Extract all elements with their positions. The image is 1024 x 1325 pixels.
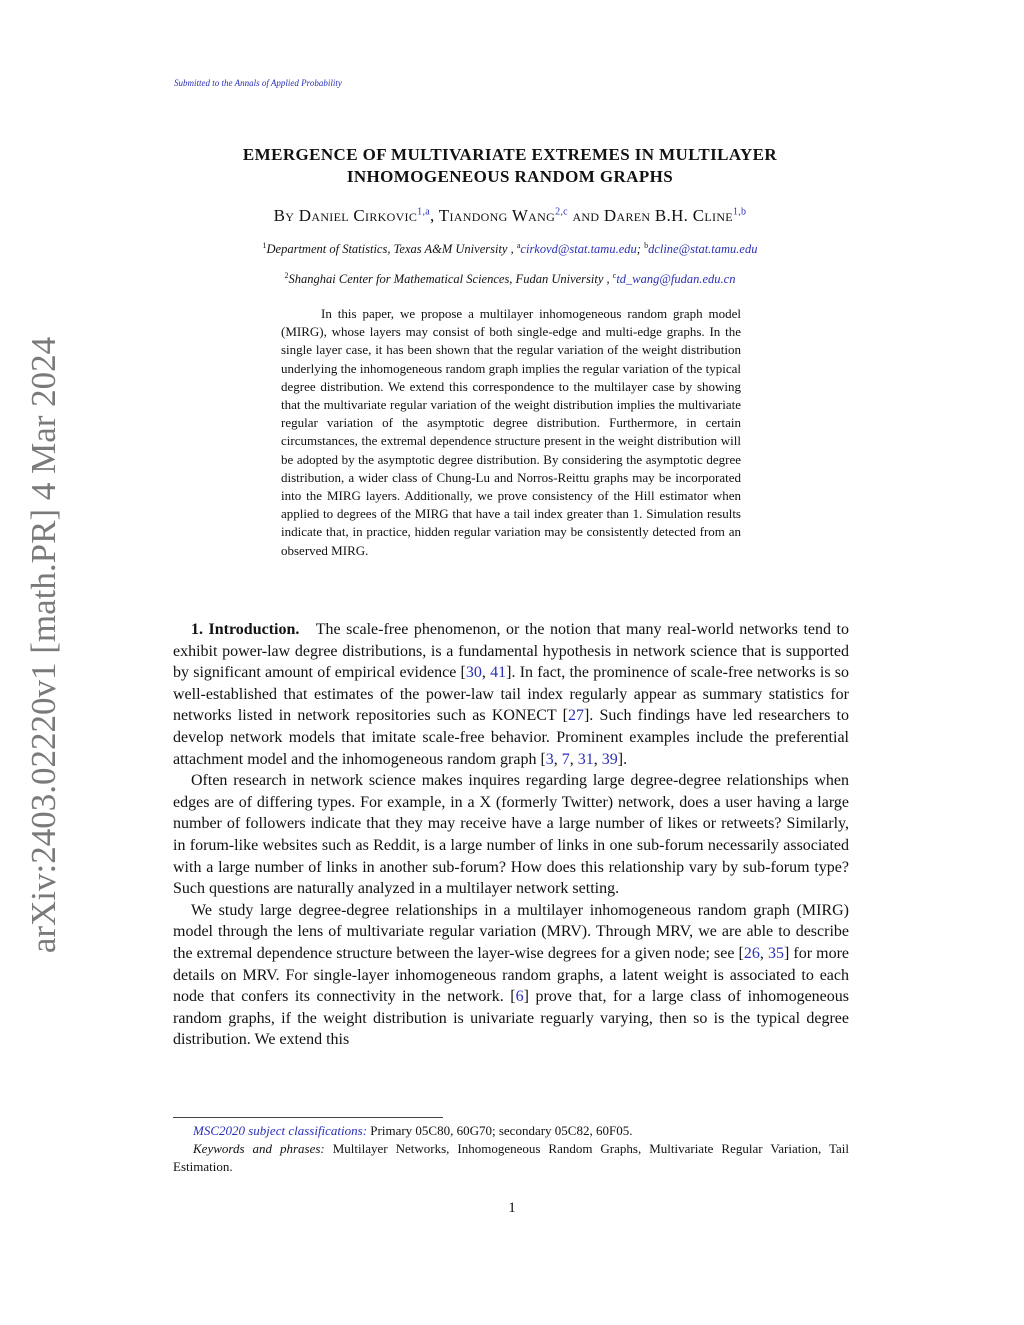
author-2: Tiandong Wang xyxy=(438,206,556,225)
keywords-label: Keywords and phrases: xyxy=(193,1141,325,1156)
author-1-sup[interactable]: 1,a xyxy=(417,206,430,218)
author-3-sup[interactable]: 1,b xyxy=(732,206,747,218)
abstract: In this paper, we propose a multilayer inhomogeneous random graph model (MIRG), whose layers may consist of both single-edge and multi-edge graphs. In the single layer case, it has been shown that the regular variation of the weight distribution underlying the inhomogeneous random graph implies the regular variation of the typical degree distribution. We extend this correspondence to the multilayer case by showing that the multivariate regular variation of the weight distribution implies the multivariate regular variation of the asymptotic degree distribution. Furthermore, in certain circumstances, the extremal dependence structure present in the weight distribution will be adopted by the asymptotic degree distribution. By considering the asymptotic degree distribution, a wider class of Chung-Lu and Norros-Reittu graphs may be incorporated into the MIRG layers. Additionally, we prove consistency of the Hill estimator when applied to degrees of the MIRG that have a tail index greater than 1. Simulation results indicate that, in practice, hidden regular variation may be consistently detected from an observed MIRG. xyxy=(281,306,741,558)
author-2-sup[interactable]: 2,c xyxy=(555,206,568,218)
p1-text-b: ]. In fact, the prominence of scale-free networks is so well-established that estimates of the power-law tail index regularly appear as summary statistics for networks listed in network repositories such as KONECT [ xyxy=(173,664,850,725)
email-link-3[interactable]: td_wang@fudan.edu.cn xyxy=(616,272,736,287)
authors-sep-1: , xyxy=(430,206,439,225)
arxiv-stamp: arXiv:2403.02220v1 [math.PR] 4 Mar 2024 xyxy=(24,336,63,954)
citation-link[interactable]: 27 xyxy=(567,707,584,725)
footnote-divider xyxy=(173,1117,443,1118)
affiliation-2-sup: 2 xyxy=(284,271,289,280)
email-link-2[interactable]: dcline@stat.tamu.edu xyxy=(648,242,758,257)
section-heading: 1. Introduction. xyxy=(191,621,300,638)
title-line-1: EMERGENCE OF MULTIVARIATE EXTREMES IN MULTILAYER xyxy=(242,145,778,164)
msc-label-link[interactable]: MSC2020 subject classifications: xyxy=(193,1123,368,1138)
citation-link[interactable]: 7 xyxy=(561,750,570,768)
citation-link[interactable]: 6 xyxy=(515,988,524,1006)
paragraph-3: We study large degree-degree relationships in a multilayer inhomogeneous random graph (MIRG) model through the lens of multivariate regular variation (MRV). Through MRV, we are able to describe the extremal dependence structure between the layer-wise degrees for a given node; see [26, 35] for more details on MRV. For single-layer inhomogeneous random graphs, a latent weight is associated to each node that confers its connectivity in the network. [6] prove that, for a large class of inhomogeneous random graphs, if the weight distribution is univariate reguarly varying, then so is the typical degree distribution. We extend this xyxy=(173,901,849,1049)
affiliation-1-sep: ; xyxy=(636,242,645,257)
keywords-footnote xyxy=(173,1140,849,1176)
email-3-sup: c xyxy=(612,271,617,280)
p1-text-a: The scale-free phenomenon, or the notion that many real-world networks tend to exhibit power-law degree distributions, is a fundamental hypothesis in network science that is supported by significant amount of empirical evidence [ xyxy=(173,621,849,682)
paragraph-1: 1. Introduction. The scale-free phenomenon, or the notion that many real-world networks tend to exhibit power-law degree distributions, is a fundamental hypothesis in network science that is supported by significant amount of empirical evidence [30, 41]. In fact, the prominence of scale-free networks is so well-established that estimates of the power-law tail index regularly appear as summary statistics for networks listed in network repositories such as KONECT [27]. Such findings have led researchers to develop network models that imitate scale-free behavior. Prominent examples include the preferential attachment model and the inhomogeneous random graph [3, 7, 31, 39]. xyxy=(173,621,850,768)
citation-link[interactable]: 35 xyxy=(767,944,784,962)
citation-link[interactable]: 39 xyxy=(601,750,618,768)
author-list xyxy=(170,206,850,226)
citation-link[interactable]: 26 xyxy=(743,944,760,962)
msc-text: Primary 05C80, 60G70; secondary 05C82, 60F05. xyxy=(367,1123,633,1138)
p1-text-d: ]. xyxy=(617,750,628,768)
msc-footnote xyxy=(173,1122,849,1140)
journal-header-note: Submitted to the Annals of Applied Probability xyxy=(174,78,342,88)
p3-text-c: ] prove that, for a large class of inhomogeneous random graphs, if the weight distribution is univariate reguarly varying, then so is the typical degree distribution. We extend this xyxy=(173,988,849,1049)
page-number: 1 xyxy=(508,1200,516,1216)
affiliation-2 xyxy=(170,271,850,287)
email-2-sup: b xyxy=(644,241,649,250)
affiliation-1-text: Department of Statistics, Texas A&M University , xyxy=(266,242,517,257)
paper-title xyxy=(170,144,850,188)
footnotes xyxy=(173,1122,849,1176)
email-link-1[interactable]: cirkovd@stat.tamu.edu xyxy=(520,242,637,257)
email-1-sup: a xyxy=(516,241,521,250)
authors-prefix: By xyxy=(273,206,299,225)
p3-text-b: ] for more details on MRV. For single-layer inhomogeneous random graphs, a latent weight is associated to each node that confers its connectivity in the network. [ xyxy=(173,944,849,1006)
title-line-2: INHOMOGENEOUS RANDOM GRAPHS xyxy=(346,167,674,186)
keywords-text: Multilayer Networks, Inhomogeneous Random Graphs, Multivariate Regular Variation, Tail Estimation. xyxy=(173,1141,850,1174)
affiliation-2-text: Shanghai Center for Mathematical Sciences, Fudan University , xyxy=(288,272,613,287)
citation-link[interactable]: 31 xyxy=(577,750,594,768)
authors-sep-2: and xyxy=(567,206,604,225)
citation-link[interactable]: 41 xyxy=(490,664,507,682)
author-1: Daniel Cirkovic xyxy=(298,206,418,225)
paragraph-2: Often research in network science makes inquires regarding large degree-degree relationships when edges are of differing types. For example, in a X (formerly Twitter) network, does a user having a large number of followers indicate that they may receive have a large number of likes or retweets? Similarly, in forum-like websites such as Reddit, is a large number of links in one sub-forum necessarily associated with a large number of links in another sub-forum? How does this relationship vary by sub-forum type? Such questions are naturally analyzed in a multilayer network setting. xyxy=(173,772,849,898)
p3-text-a: We study large degree-degree relationships in a multilayer inhomogeneous random graph (MIRG) model through the lens of multivariate regular variation (MRV). Through MRV, we are able to describe the extremal dependence structure between the layer-wise degrees for a given node; see [ xyxy=(173,901,849,962)
citation-link[interactable]: 30 xyxy=(465,664,482,682)
p1-text-c: ]. Such findings have led researchers to develop network models that imitate scale-free behavior. Prominent examples include the preferential attachment model and the inhomogeneous random graph [ xyxy=(173,707,850,768)
author-3: Daren B.H. Cline xyxy=(603,206,733,225)
affiliation-1 xyxy=(170,241,850,257)
section-introduction xyxy=(173,619,849,1051)
affiliation-1-sup: 1 xyxy=(262,241,267,250)
citation-link[interactable]: 3 xyxy=(545,750,554,768)
